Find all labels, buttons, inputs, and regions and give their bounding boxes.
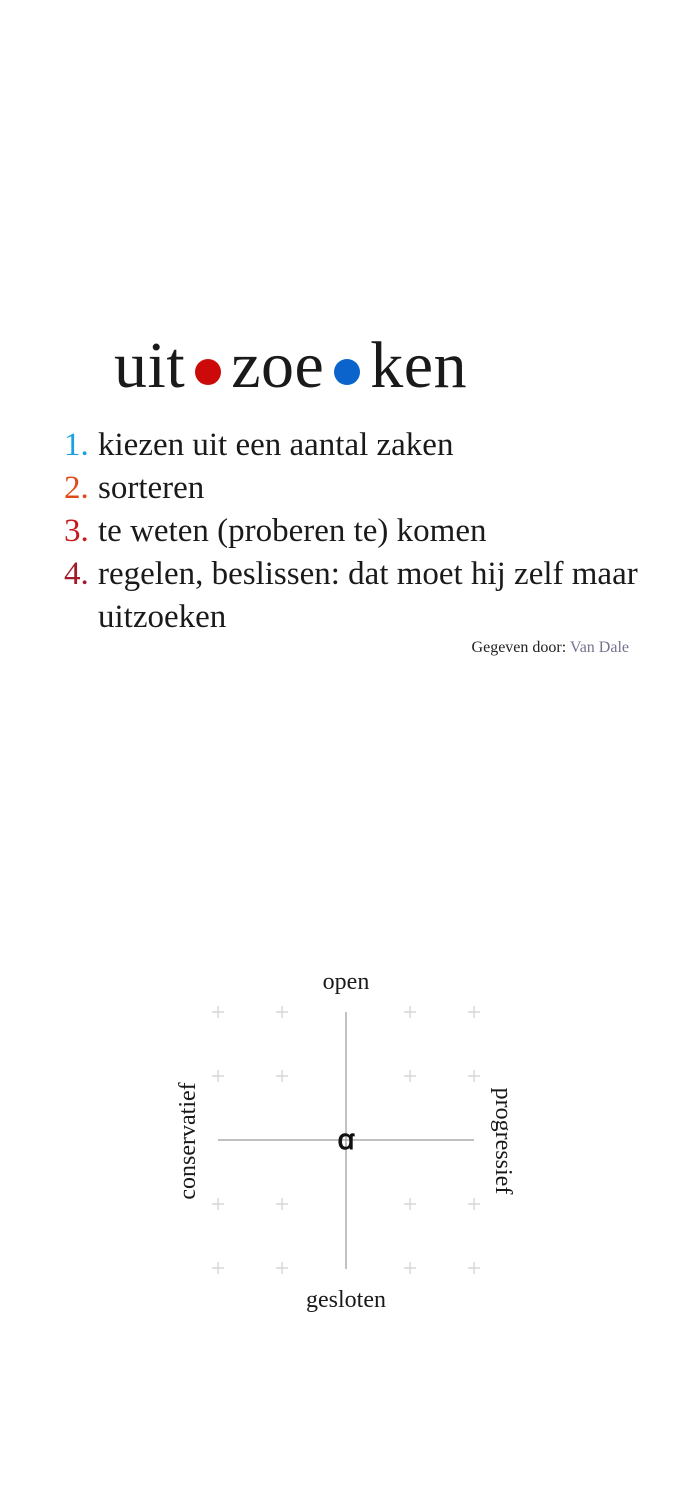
position-marker-icon: ꭤ xyxy=(337,1123,355,1156)
headword-syllable-3: ken xyxy=(370,329,468,402)
axis-label-open: open xyxy=(322,969,370,995)
definition-number: 3. xyxy=(64,513,89,549)
attribution xyxy=(472,638,629,658)
grid-plus-icon xyxy=(212,1070,224,1082)
syllable-separator-dot xyxy=(334,359,360,385)
headword xyxy=(114,326,467,406)
definition-number: 4. xyxy=(64,556,89,592)
grid-plus-icon xyxy=(404,1198,416,1210)
definition-text: sorteren xyxy=(98,470,205,506)
syllable-separator-dot xyxy=(195,359,221,385)
definition-item xyxy=(64,467,644,510)
grid-plus-icon xyxy=(404,1070,416,1082)
attribution-source-link[interactable]: Van Dale xyxy=(569,639,629,656)
attribution-prefix: Gegeven door: xyxy=(471,639,567,656)
headword-syllable-1: uit xyxy=(114,329,186,402)
grid-plus-icon xyxy=(468,1198,480,1210)
grid-plus-icon xyxy=(276,1006,288,1018)
definition-text: kiezen uit een aantal zaken xyxy=(98,427,454,463)
definition-number: 2. xyxy=(64,470,89,506)
axis-label-progressief: progressief xyxy=(490,1087,516,1195)
grid-plus-icon xyxy=(404,1262,416,1274)
grid-plus-icon xyxy=(276,1198,288,1210)
headword-syllable-2: zoe xyxy=(231,329,325,402)
axis-label-gesloten: gesloten xyxy=(306,1287,386,1313)
definition-item xyxy=(64,424,644,467)
grid-plus-icon xyxy=(276,1262,288,1274)
grid-plus-icon xyxy=(404,1006,416,1018)
definition-text: te weten (proberen te) komen xyxy=(98,513,487,549)
grid-plus-icon xyxy=(468,1262,480,1274)
axis-label-conservatief: conservatief xyxy=(175,1082,201,1200)
grid-markers xyxy=(212,1006,480,1274)
grid-plus-icon xyxy=(468,1070,480,1082)
grid-plus-icon xyxy=(212,1262,224,1274)
grid-plus-icon xyxy=(276,1070,288,1082)
definition-item xyxy=(64,553,644,639)
definition-text: regelen, beslissen: dat moet hij zelf maar uitzoeken xyxy=(98,556,638,635)
grid-plus-icon xyxy=(212,1006,224,1018)
definition-item xyxy=(64,510,644,553)
definition-number: 1. xyxy=(64,427,89,463)
definition-list xyxy=(64,424,644,639)
grid-plus-icon xyxy=(212,1198,224,1210)
grid-plus-icon xyxy=(468,1006,480,1018)
